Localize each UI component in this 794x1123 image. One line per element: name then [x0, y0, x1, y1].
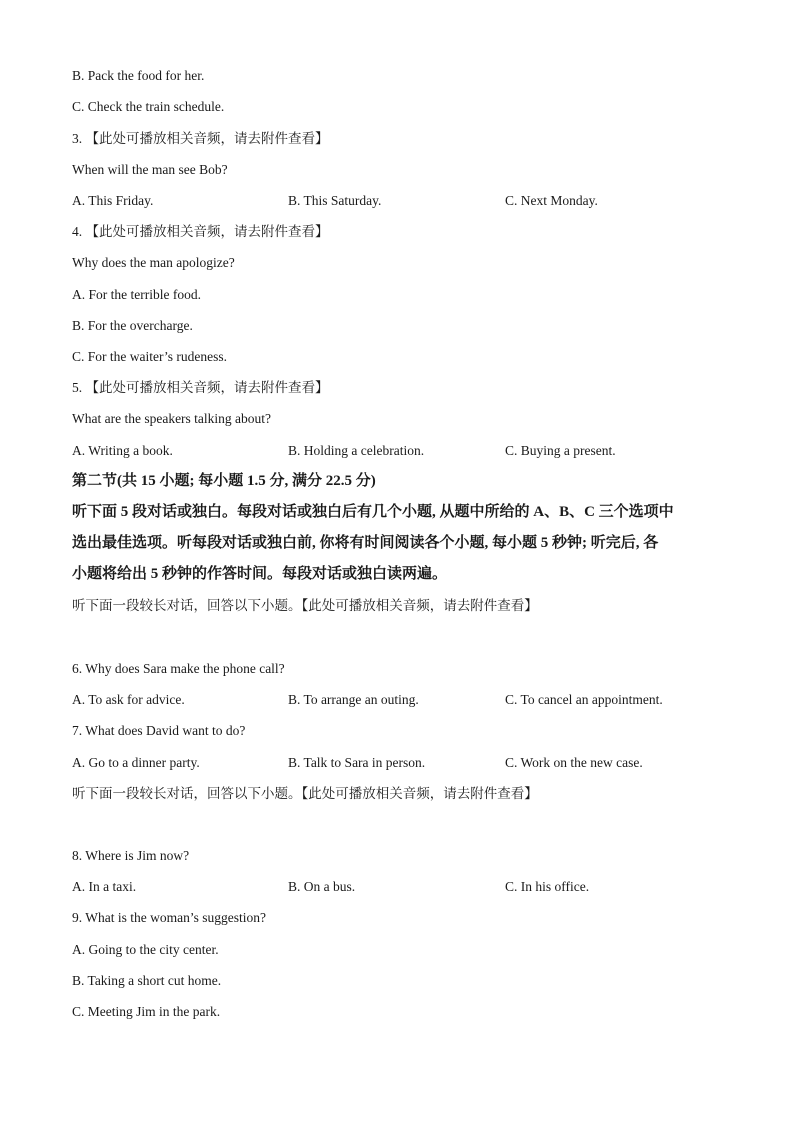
q3-option-a: A. This Friday.	[72, 193, 154, 208]
instruction-line-3: 小题将给出 5 秒钟的作答时间。每段对话或独白读两遍。	[72, 566, 448, 582]
q8-option-c: C. In his office.	[505, 879, 590, 894]
q5-option-b: B. Holding a celebration.	[288, 443, 425, 458]
q7-option-c: C. Work on the new case.	[505, 755, 643, 770]
section2-title: 第二节(共 15 小题; 每小题 1.5 分, 满分 22.5 分)	[72, 473, 376, 489]
q8-options	[72, 878, 732, 896]
q9-option-b: B. Taking a short cut home.	[72, 973, 222, 988]
q2-option-b: B. Pack the food for her.	[72, 68, 205, 83]
q5-audio-header: 5. 【此处可播放相关音频，请去附件查看】	[72, 380, 329, 395]
q6-option-a: A. To ask for advice.	[72, 692, 185, 707]
q7-question: 7. What does David want to do?	[72, 723, 246, 738]
q9-option-c: C. Meeting Jim in the park.	[72, 1004, 221, 1019]
q4-option-a: A. For the terrible food.	[72, 287, 201, 302]
q3-options	[72, 192, 732, 210]
q7-option-a: A. Go to a dinner party.	[72, 755, 200, 770]
q3-question: When will the man see Bob?	[72, 162, 228, 177]
q5-options	[72, 442, 732, 460]
q4-audio-header: 4. 【此处可播放相关音频，请去附件查看】	[72, 224, 329, 239]
q3-option-c: C. Next Monday.	[505, 193, 598, 208]
q9-option-a: A. Going to the city center.	[72, 942, 219, 957]
q8-question: 8. Where is Jim now?	[72, 848, 190, 863]
q9-question: 9. What is the woman’s suggestion?	[72, 910, 266, 925]
q6-question: 6. Why does Sara make the phone call?	[72, 661, 285, 676]
q7-option-b: B. Talk to Sara in person.	[288, 755, 426, 770]
dialogue1-intro: 听下面一段较长对话，回答以下小题。【此处可播放相关音频，请去附件查看】	[72, 598, 538, 613]
instruction-line-1: 听下面 5 段对话或独白。每段对话或独白后有几个小题, 从题中所给的 A、B、C 三个选项中	[72, 504, 674, 520]
q8-option-a: A. In a taxi.	[72, 879, 137, 894]
q6-option-b: B. To arrange an outing.	[288, 692, 419, 707]
q6-option-c: C. To cancel an appointment.	[505, 692, 663, 707]
q6-options	[72, 691, 732, 709]
instruction-line-2: 选出最佳选项。听每段对话或独白前, 你将有时间阅读各个小题, 每小题 5 秒钟; 听完后, 各	[72, 535, 659, 551]
q7-options	[72, 754, 732, 772]
q8-option-b: B. On a bus.	[288, 879, 356, 894]
q3-audio-header: 3. 【此处可播放相关音频，请去附件查看】	[72, 131, 329, 146]
q3-option-b: B. This Saturday.	[288, 193, 382, 208]
q4-option-c: C. For the waiter’s rudeness.	[72, 349, 227, 364]
q5-option-c: C. Buying a present.	[505, 443, 616, 458]
q5-option-a: A. Writing a book.	[72, 443, 173, 458]
dialogue2-intro: 听下面一段较长对话，回答以下小题。【此处可播放相关音频，请去附件查看】	[72, 786, 538, 801]
q4-option-b: B. For the overcharge.	[72, 318, 193, 333]
section2-instructions	[72, 497, 722, 590]
q5-question: What are the speakers talking about?	[72, 411, 272, 426]
q2-option-c: C. Check the train schedule.	[72, 99, 225, 114]
q4-question: Why does the man apologize?	[72, 255, 235, 270]
